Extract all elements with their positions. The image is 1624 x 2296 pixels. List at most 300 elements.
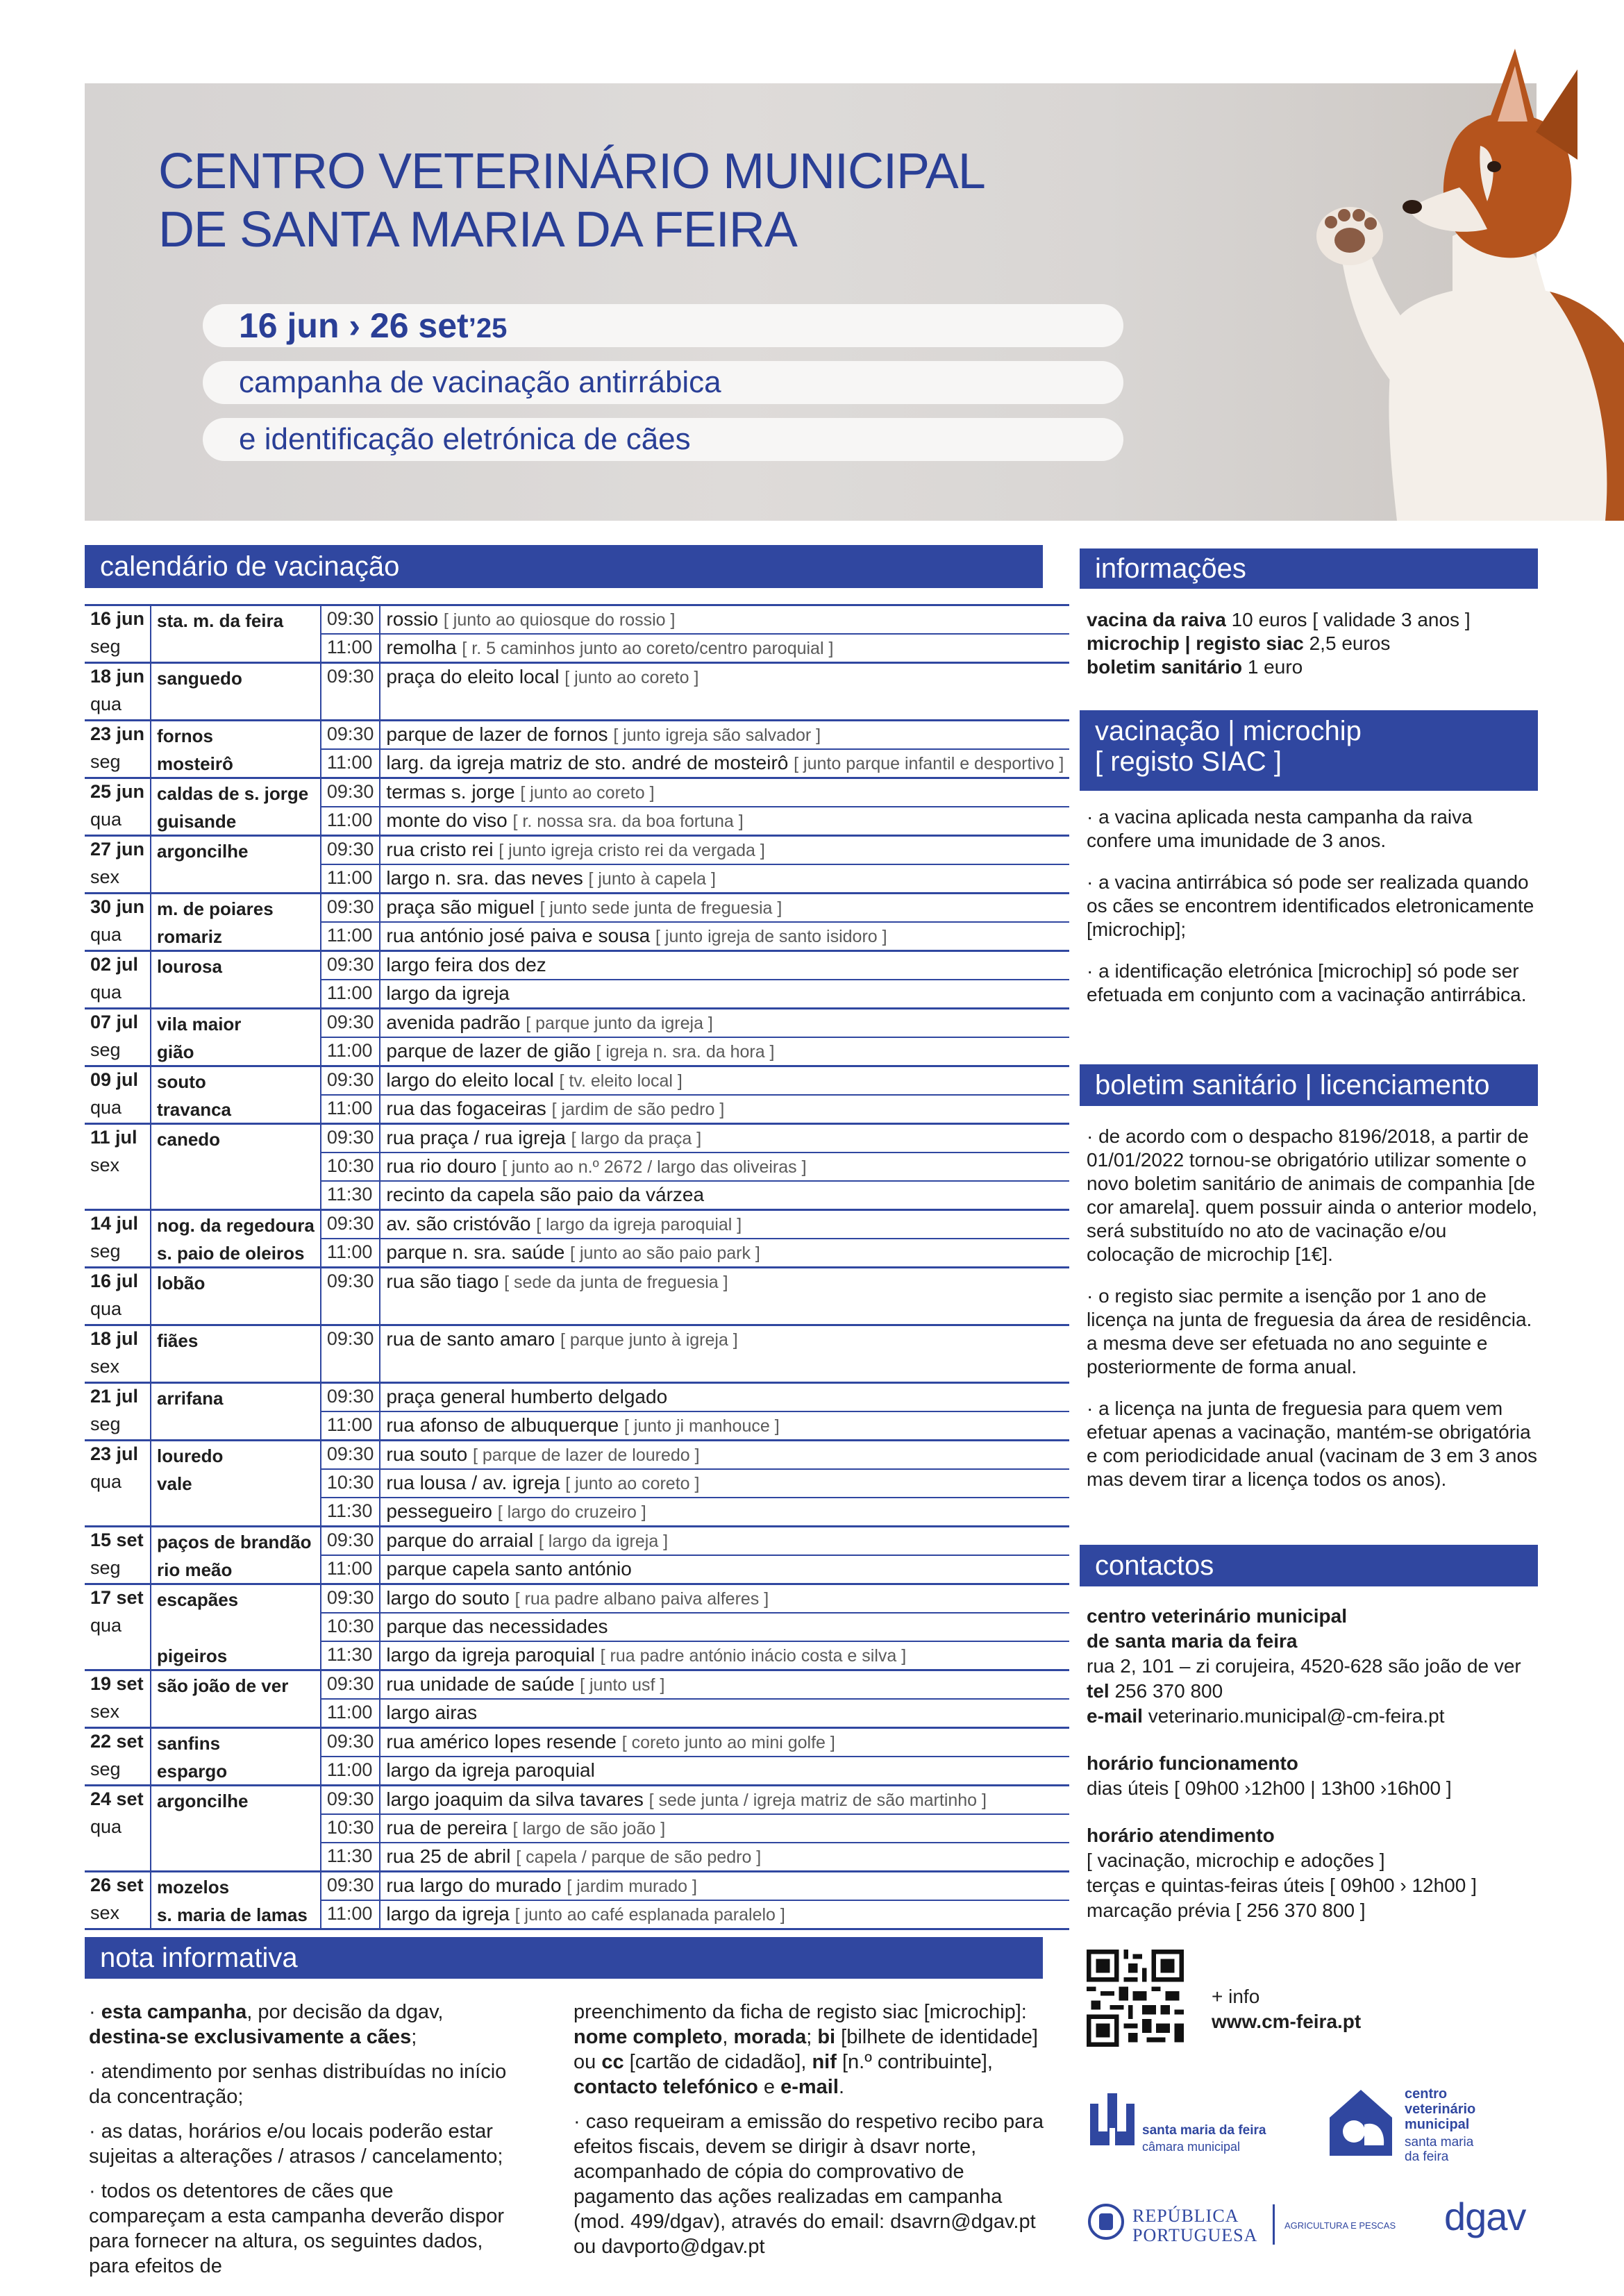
location-note: [ sede junta / igreja matriz de são martinho ] [648, 1791, 987, 1810]
date-cell: qua [90, 1615, 122, 1636]
boletim-bullet: · o registo siac permite a isenção por 1 ano de licença na junta de freguesia da área de residência. a mesma deve ser efetuada no ano seguinte e posteriormente de forma anual. [1087, 1285, 1532, 1377]
time-cell: 10:30 [321, 1153, 380, 1181]
vacinacao-title-2: [ registo SIAC ] [1095, 746, 1282, 777]
calendar-row [85, 1900, 1069, 1929]
website-link[interactable]: www.cm-feira.pt [1212, 2011, 1362, 2032]
location-cell [380, 634, 1069, 663]
nota-col-1 [89, 2000, 512, 2288]
location-name: praça general humberto delgado [386, 1386, 668, 1407]
calendar-row [85, 749, 1069, 778]
calendar-row [85, 922, 1069, 951]
date-cell: seg [90, 1557, 121, 1578]
location-note: [ largo do cruzeiro ] [497, 1502, 646, 1522]
time-cell: 11:00 [321, 634, 380, 663]
calendar-row [85, 1584, 1069, 1614]
location-cell [380, 1555, 1069, 1584]
time-cell: 11:00 [321, 1555, 380, 1584]
location-cell [380, 1210, 1069, 1239]
nota-item: · caso requeiram a emissão do respetivo recibo para efeitos fiscais, devem se dirigir à dsavr norte, acompanhado de cópia do comprovativo de pagamento das ações realizadas em campanha (mod. 499/dgav), através do email: dsavrn@dgav.pt ou davporto@dgav.pt [574, 2111, 1044, 2258]
date-cell: seg [90, 751, 121, 772]
calendar-row [85, 663, 1069, 692]
boletim-title: boletim sanitário | licenciamento [1095, 1070, 1490, 1100]
cvm-logo [1323, 2079, 1545, 2170]
time-cell: 09:30 [321, 1009, 380, 1038]
vacinacao-bullet: · a vacina aplicada nesta campanha da raiva confere uma imunidade de 3 anos. [1087, 806, 1473, 851]
location-note: [ junto igreja são salvador ] [613, 726, 821, 745]
time-cell: 09:30 [321, 1383, 380, 1412]
location-name: pessegueiro [386, 1500, 492, 1522]
parish-cell [151, 1613, 321, 1641]
vacinacao-header [1080, 710, 1538, 791]
time-cell: 09:30 [321, 836, 380, 865]
title-line-2: DE SANTA MARIA DA FEIRA [158, 202, 797, 258]
horario-func-title: horário funcionamento [1087, 1752, 1298, 1774]
subtitle-pill-2: e identificação eletrónica de cães [203, 418, 1123, 461]
calendar-row [85, 1641, 1069, 1670]
location-cell [380, 1613, 1069, 1641]
location-name: rua de santo amaro [386, 1328, 555, 1350]
parish-cell: arrifana [151, 1383, 321, 1412]
date-cell: 18 jul [85, 1325, 151, 1355]
nota-text: todos os detentores de cães que compareçam a esta campanha deverão dispor para fornecer na altura, os seguintes dados, para efeitos de [89, 2180, 505, 2277]
calendar-row [85, 721, 1069, 750]
calendar-row [85, 1325, 1069, 1355]
location-cell [380, 1900, 1069, 1929]
email-address[interactable]: veterinario.municipal@-cm-feira.pt [1148, 1705, 1445, 1727]
date-cell: 21 jul [85, 1383, 151, 1412]
location-name: largo da igreja paroquial [386, 1759, 595, 1781]
parish-cell [151, 1498, 321, 1527]
location-name: rua lousa / av. igreja [386, 1472, 560, 1493]
info-line [1087, 632, 1538, 655]
location-note: [ r. 5 caminhos junto ao coreto/centro paroquial ] [462, 639, 834, 658]
location-name: parque de lazer de fornos [386, 723, 608, 745]
cvm-line: municipal [1405, 2117, 1470, 2132]
parish-cell: fiães [151, 1325, 321, 1355]
republica-line: PORTUGUESA [1132, 2225, 1258, 2245]
location-name: rua cristo rei [386, 839, 494, 860]
location-cell [380, 1441, 1069, 1470]
date-cell: 26 set [85, 1872, 151, 1901]
calendar-row [85, 894, 1069, 923]
time-cell [321, 1354, 380, 1383]
location-cell [380, 1325, 1069, 1355]
date-cell: seg [90, 636, 121, 657]
location-name: monte do viso [386, 810, 508, 831]
parish-cell: s. maria de lamas [151, 1900, 321, 1929]
parish-cell [151, 692, 321, 721]
location-note: [ junto ao n.º 2672 / largo das oliveiras ] [501, 1157, 807, 1177]
date-year: ’25 [468, 313, 508, 344]
location-cell [380, 864, 1069, 894]
calendar-row [85, 1728, 1069, 1757]
location-cell [380, 1411, 1069, 1441]
contactos-block [1087, 1604, 1538, 1923]
nota-bold: destina-se exclusivamente a cães [89, 2026, 412, 2048]
date-cell: qua [90, 924, 122, 945]
location-name: termas s. jorge [386, 781, 515, 803]
page-title [158, 142, 1130, 259]
date-cell: qua [90, 982, 122, 1003]
republica-line: REPÚBLICA [1132, 2206, 1239, 2226]
info-value: 2,5 euros [1309, 632, 1391, 654]
time-cell: 09:30 [321, 605, 380, 635]
location-cell [380, 980, 1069, 1009]
time-cell: 09:30 [321, 1268, 380, 1297]
time-cell: 09:30 [321, 1728, 380, 1757]
location-note: [ junto sede junta de freguesia ] [539, 898, 782, 918]
location-note: [ coreto junto ao mini golfe ] [621, 1733, 835, 1752]
republica-text [1132, 2206, 1257, 2245]
calendar-row [85, 1441, 1069, 1470]
republica-logo [1087, 2201, 1406, 2256]
horario-atend-2: terças e quintas-feiras úteis [ 09h00 › 12h00 ] [1087, 1875, 1477, 1896]
location-note: [ jardim murado ] [567, 1877, 697, 1896]
smf-logo [1087, 2090, 1295, 2166]
date-cell: 27 jun [85, 836, 151, 865]
castle-icon [1087, 2090, 1142, 2152]
location-name: rua américo lopes resende [386, 1731, 617, 1752]
vacinacao-bullets [1087, 805, 1538, 1025]
parish-cell [151, 634, 321, 663]
parish-cell [151, 1181, 321, 1210]
location-cell [380, 894, 1069, 923]
nota-item: · as datas, horários e/ou locais poderão estar sujeitas a alterações / atrasos / cancelamento; [89, 2120, 503, 2168]
time-cell: 09:30 [321, 663, 380, 692]
info-label: vacina da raiva [1087, 609, 1226, 630]
location-cell [380, 1814, 1069, 1843]
parish-cell: travanca [151, 1095, 321, 1124]
location-name: largo feira dos dez [386, 954, 546, 975]
location-cell [380, 1670, 1069, 1700]
location-cell [380, 1757, 1069, 1786]
location-note: [ junto ao coreto ] [520, 783, 655, 803]
tel-label: tel [1087, 1680, 1110, 1702]
time-cell: 11:30 [321, 1498, 380, 1527]
calendar-row [85, 1383, 1069, 1412]
location-note: [ tv. eleito local ] [559, 1071, 683, 1091]
location-cell [380, 1498, 1069, 1527]
nota-text: as datas, horários e/ou locais poderão estar sujeitas a alterações / atrasos / cancelamento; [89, 2120, 503, 2168]
location-name: parque das necessidades [386, 1616, 608, 1637]
location-name: largo joaquim da silva tavares [386, 1788, 644, 1810]
calendar-row [85, 1239, 1069, 1268]
parish-cell: sanguedo [151, 663, 321, 692]
parish-cell: vale [151, 1469, 321, 1498]
calendar-row [85, 1670, 1069, 1700]
coat-of-arms-icon [1087, 2201, 1125, 2243]
parish-cell [151, 1411, 321, 1441]
calendar-row [85, 1296, 1069, 1325]
parish-cell [151, 1699, 321, 1728]
parish-cell: rio meão [151, 1555, 321, 1584]
qr-code-icon[interactable] [1087, 1950, 1184, 2047]
location-cell [380, 1095, 1069, 1124]
nota-item: · esta campanha, por decisão da dgav, destina-se exclusivamente a cães; [89, 2001, 444, 2048]
location-cell [380, 778, 1069, 807]
nota-text: [bilhete de identidade] ou [574, 2026, 1038, 2073]
calendar-row [85, 1354, 1069, 1383]
location-name: rua antónio josé paiva e sousa [386, 925, 651, 946]
location-note: [ rua padre antónio inácio costa e silva ] [600, 1646, 907, 1666]
parish-cell: canedo [151, 1124, 321, 1153]
date-range: 16 jun › 26 set [239, 306, 469, 345]
time-cell: 11:30 [321, 1641, 380, 1670]
time-cell: 11:00 [321, 864, 380, 894]
date-cell: qua [90, 1471, 122, 1492]
parish-cell [151, 1153, 321, 1181]
location-name: largo do eleito local [386, 1069, 554, 1091]
location-name: rua são tiago [386, 1271, 499, 1292]
nota-bold: nif [812, 2051, 837, 2073]
time-cell: 11:00 [321, 807, 380, 836]
horario-func: dias úteis [ 09h00 ›12h00 | 13h00 ›16h00 ] [1087, 1777, 1452, 1799]
date-cell: 14 jul [85, 1210, 151, 1239]
location-note: [ largo de são joão ] [512, 1819, 666, 1838]
parish-cell: espargo [151, 1757, 321, 1786]
calendar-row [85, 1527, 1069, 1556]
location-name: largo da igreja paroquial [386, 1644, 595, 1666]
date-cell: 18 jun [85, 663, 151, 692]
time-cell: 11:00 [321, 749, 380, 778]
location-cell [380, 1641, 1069, 1670]
nota-bold: cc [601, 2051, 624, 2073]
time-cell: 11:00 [321, 1037, 380, 1066]
date-cell: 02 jul [85, 951, 151, 980]
location-note: [ junto igreja cristo rei da vergada ] [499, 841, 765, 860]
time-cell: 09:30 [321, 894, 380, 923]
time-cell: 11:00 [321, 1239, 380, 1268]
location-cell [380, 721, 1069, 750]
location-name: largo da igreja [386, 1903, 510, 1925]
parish-cell: argoncilhe [151, 836, 321, 865]
vet-house-icon [1323, 2079, 1399, 2163]
location-note: [ r. nossa sra. da boa fortuna ] [512, 812, 744, 831]
nota-title: nota informativa [100, 1943, 298, 1973]
vacinacao-title-1: vacinação | microchip [1095, 716, 1362, 746]
date-cell: sex [90, 866, 120, 887]
location-name: rua rio douro [386, 1155, 497, 1177]
nota-item: · todos os detentores de cães que compareçam a esta campanha deverão dispor para fornecer na altura, os seguintes dados, para efeitos de [89, 2180, 505, 2277]
info-value: 1 euro [1247, 656, 1303, 678]
calendar-row [85, 951, 1069, 980]
location-cell [380, 1124, 1069, 1153]
info-list [1087, 608, 1538, 679]
location-cell [380, 1872, 1069, 1901]
hero-banner [85, 83, 1537, 521]
calendar-row [85, 1786, 1069, 1815]
date-cell: qua [90, 1816, 122, 1837]
time-cell: 11:00 [321, 1411, 380, 1441]
nota-item: preenchimento da ficha de registo siac [microchip]: nome completo, morada; bi [bilhete de identidade] ou cc [cartão de cidadão], nif [n.º contribuinte], contacto telefónico e e-mail. [574, 2001, 1038, 2098]
calendar-row [85, 1814, 1069, 1843]
location-note: [ parque junto da igreja ] [526, 1014, 713, 1033]
date-cell: 17 set [85, 1584, 151, 1614]
contactos-title: contactos [1095, 1550, 1214, 1581]
parish-cell: sta. m. da feira [151, 605, 321, 635]
location-note: [ junto parque infantil e desportivo ] [794, 754, 1064, 773]
date-cell [85, 1498, 151, 1527]
calendar-row [85, 1009, 1069, 1038]
info-title: informações [1095, 553, 1246, 584]
location-note: [ parque junto à igreja ] [560, 1330, 738, 1350]
cvm-line: santa maria [1405, 2135, 1474, 2150]
time-cell: 11:00 [321, 1757, 380, 1786]
date-cell: 22 set [85, 1728, 151, 1757]
location-note: [ junto ao quiosque do rossio ] [443, 610, 676, 630]
nota-bold: nome completo [574, 2026, 723, 2048]
location-cell [380, 1728, 1069, 1757]
location-name: remolha [386, 637, 457, 658]
vacinacao-bullet: · a vacina antirrábica só pode ser realizada quando os cães se encontrem identificados eletronicamente [microchip]; [1087, 871, 1534, 940]
calendar-row [85, 1872, 1069, 1901]
location-name: recinto da capela são paio da várzea [386, 1184, 705, 1205]
date-cell: 16 jun [85, 605, 151, 635]
calendar-row [85, 1181, 1069, 1210]
calendar-row [85, 605, 1069, 635]
info-label: + info [1212, 1986, 1260, 2007]
cvm-line: centro [1405, 2086, 1448, 2102]
location-name: largo n. sra. das neves [386, 867, 583, 889]
info-line [1087, 608, 1538, 632]
time-cell: 09:30 [321, 1066, 380, 1096]
nota-col-2 [574, 2000, 1046, 2269]
boletim-bullet: · de acordo com o despacho 8196/2018, a partir de 01/01/2022 tornou-se obrigatório utilizar somente o novo boletim sanitário de animais de companhia [de cor amarela]. quem possuir ainda o anterior modelo, será substituído no ato de vacinação e/ou colocação de microchip [1€]. [1087, 1125, 1538, 1265]
parish-cell: louredo [151, 1441, 321, 1470]
parish-cell: romariz [151, 922, 321, 951]
phone-number[interactable]: 256 370 800 [1114, 1680, 1223, 1702]
time-cell: 11:00 [321, 1699, 380, 1728]
date-cell: 15 set [85, 1527, 151, 1556]
calendar-row [85, 778, 1069, 807]
cvm-line: da feira [1405, 2150, 1449, 2164]
time-cell: 09:30 [321, 1670, 380, 1700]
location-name: rua praça / rua igreja [386, 1127, 566, 1148]
parish-cell: mosteirô [151, 749, 321, 778]
parish-cell: souto [151, 1066, 321, 1096]
nota-item: · atendimento por senhas distribuídas no início da concentração; [89, 2061, 507, 2108]
calendar-row [85, 836, 1069, 865]
parish-cell [151, 1296, 321, 1325]
calendar-row [85, 1469, 1069, 1498]
date-cell: sex [90, 1356, 120, 1377]
more-info [1212, 1984, 1361, 2034]
location-name: parque de lazer de gião [386, 1040, 591, 1062]
location-cell [380, 1786, 1069, 1815]
location-note: [ junto ao coreto ] [564, 668, 699, 687]
time-cell: 10:30 [321, 1469, 380, 1498]
email-label: e-mail [1087, 1705, 1143, 1727]
location-name: rua de pereira [386, 1817, 508, 1838]
date-cell: seg [90, 1414, 121, 1434]
time-cell: 09:30 [321, 778, 380, 807]
time-cell: 11:00 [321, 1900, 380, 1929]
calendar-row [85, 1498, 1069, 1527]
calendar-header [85, 545, 1043, 588]
horario-atend-3: marcação prévia [ 256 370 800 ] [1087, 1900, 1366, 1921]
parish-cell: mozelos [151, 1872, 321, 1901]
dgav-logo: dgav [1444, 2195, 1526, 2238]
date-cell: 09 jul [85, 1066, 151, 1096]
location-note: [ junto ao são paio park ] [570, 1243, 760, 1263]
nota-text: [n.º contribuinte], [842, 2051, 993, 2073]
location-note: [ junto ao café esplanada paralelo ] [514, 1905, 785, 1925]
parish-cell: m. de poiares [151, 894, 321, 923]
date-cell [85, 1181, 151, 1210]
cvm-sub [1405, 2135, 1473, 2164]
location-name: parque n. sra. saúde [386, 1241, 565, 1263]
cvm-line: veterinário [1405, 2102, 1476, 2117]
date-cell: 16 jul [85, 1268, 151, 1297]
time-cell [321, 1296, 380, 1325]
time-cell: 09:30 [321, 1872, 380, 1901]
location-name: praça do eleito local [386, 666, 560, 687]
parish-cell: são joão de ver [151, 1670, 321, 1700]
smf-sub: câmara municipal [1142, 2140, 1241, 2154]
nota-bold: contacto telefónico [574, 2076, 758, 2098]
time-cell: 11:00 [321, 1095, 380, 1124]
time-cell: 09:30 [321, 1210, 380, 1239]
location-name: avenida padrão [386, 1012, 521, 1033]
parish-cell [151, 864, 321, 894]
location-name: rua 25 de abril [386, 1845, 511, 1867]
location-name: rua afonso de albuquerque [386, 1414, 619, 1436]
time-cell: 10:30 [321, 1613, 380, 1641]
ministry-name: AGRICULTURA E PESCAS [1284, 2220, 1396, 2231]
parish-cell [151, 980, 321, 1009]
parish-cell: s. paio de oleiros [151, 1239, 321, 1268]
location-name: rua souto [386, 1443, 468, 1465]
location-cell [380, 1296, 1069, 1325]
calendar-row [85, 1699, 1069, 1728]
logo-divider [1273, 2204, 1275, 2245]
time-cell [321, 692, 380, 721]
date-cell: qua [90, 809, 122, 830]
time-cell: 11:30 [321, 1181, 380, 1210]
info-label: microchip | registo siac [1087, 632, 1304, 654]
location-note: [ junto à capela ] [588, 869, 716, 889]
parish-cell: gião [151, 1037, 321, 1066]
location-note: [ rua padre albano paiva alferes ] [514, 1589, 769, 1609]
date-cell: 11 jul [85, 1124, 151, 1153]
nota-text: [cartão de cidadão], [629, 2051, 807, 2073]
calendar-row [85, 864, 1069, 894]
location-cell [380, 692, 1069, 721]
subtitle-pill-1: campanha de vacinação antirrábica [203, 361, 1123, 404]
parish-cell [151, 1843, 321, 1872]
parish-cell: nog. da regedoura [151, 1210, 321, 1239]
location-name: parque do arraial [386, 1530, 534, 1551]
calendar-row [85, 807, 1069, 836]
location-note: [ jardim de são pedro ] [551, 1100, 725, 1119]
calendar-row [85, 1268, 1069, 1297]
boletim-bullet: · a licença na junta de freguesia para quem vem efetuar apenas a vacinação, mantém-se obrigatória e com periodicidade anual (vacinam de 3 em 3 anos mas devem tirar a licença todos os anos). [1087, 1398, 1538, 1490]
calendar-row [85, 1210, 1069, 1239]
calendar-table [85, 604, 1069, 1930]
location-name: largo airas [386, 1702, 478, 1723]
nota-header [85, 1937, 1043, 1979]
location-name: rossio [386, 608, 439, 630]
date-cell: 23 jul [85, 1441, 151, 1470]
date-cell: 07 jul [85, 1009, 151, 1038]
nota-bold: bi [817, 2026, 836, 2048]
nota-text: , por decisão da dgav, [246, 2001, 444, 2023]
location-note: [ largo da igreja ] [538, 1532, 669, 1551]
info-label: boletim sanitário [1087, 656, 1243, 678]
parish-cell: lourosa [151, 951, 321, 980]
calendar-row [85, 1555, 1069, 1584]
location-cell [380, 807, 1069, 836]
